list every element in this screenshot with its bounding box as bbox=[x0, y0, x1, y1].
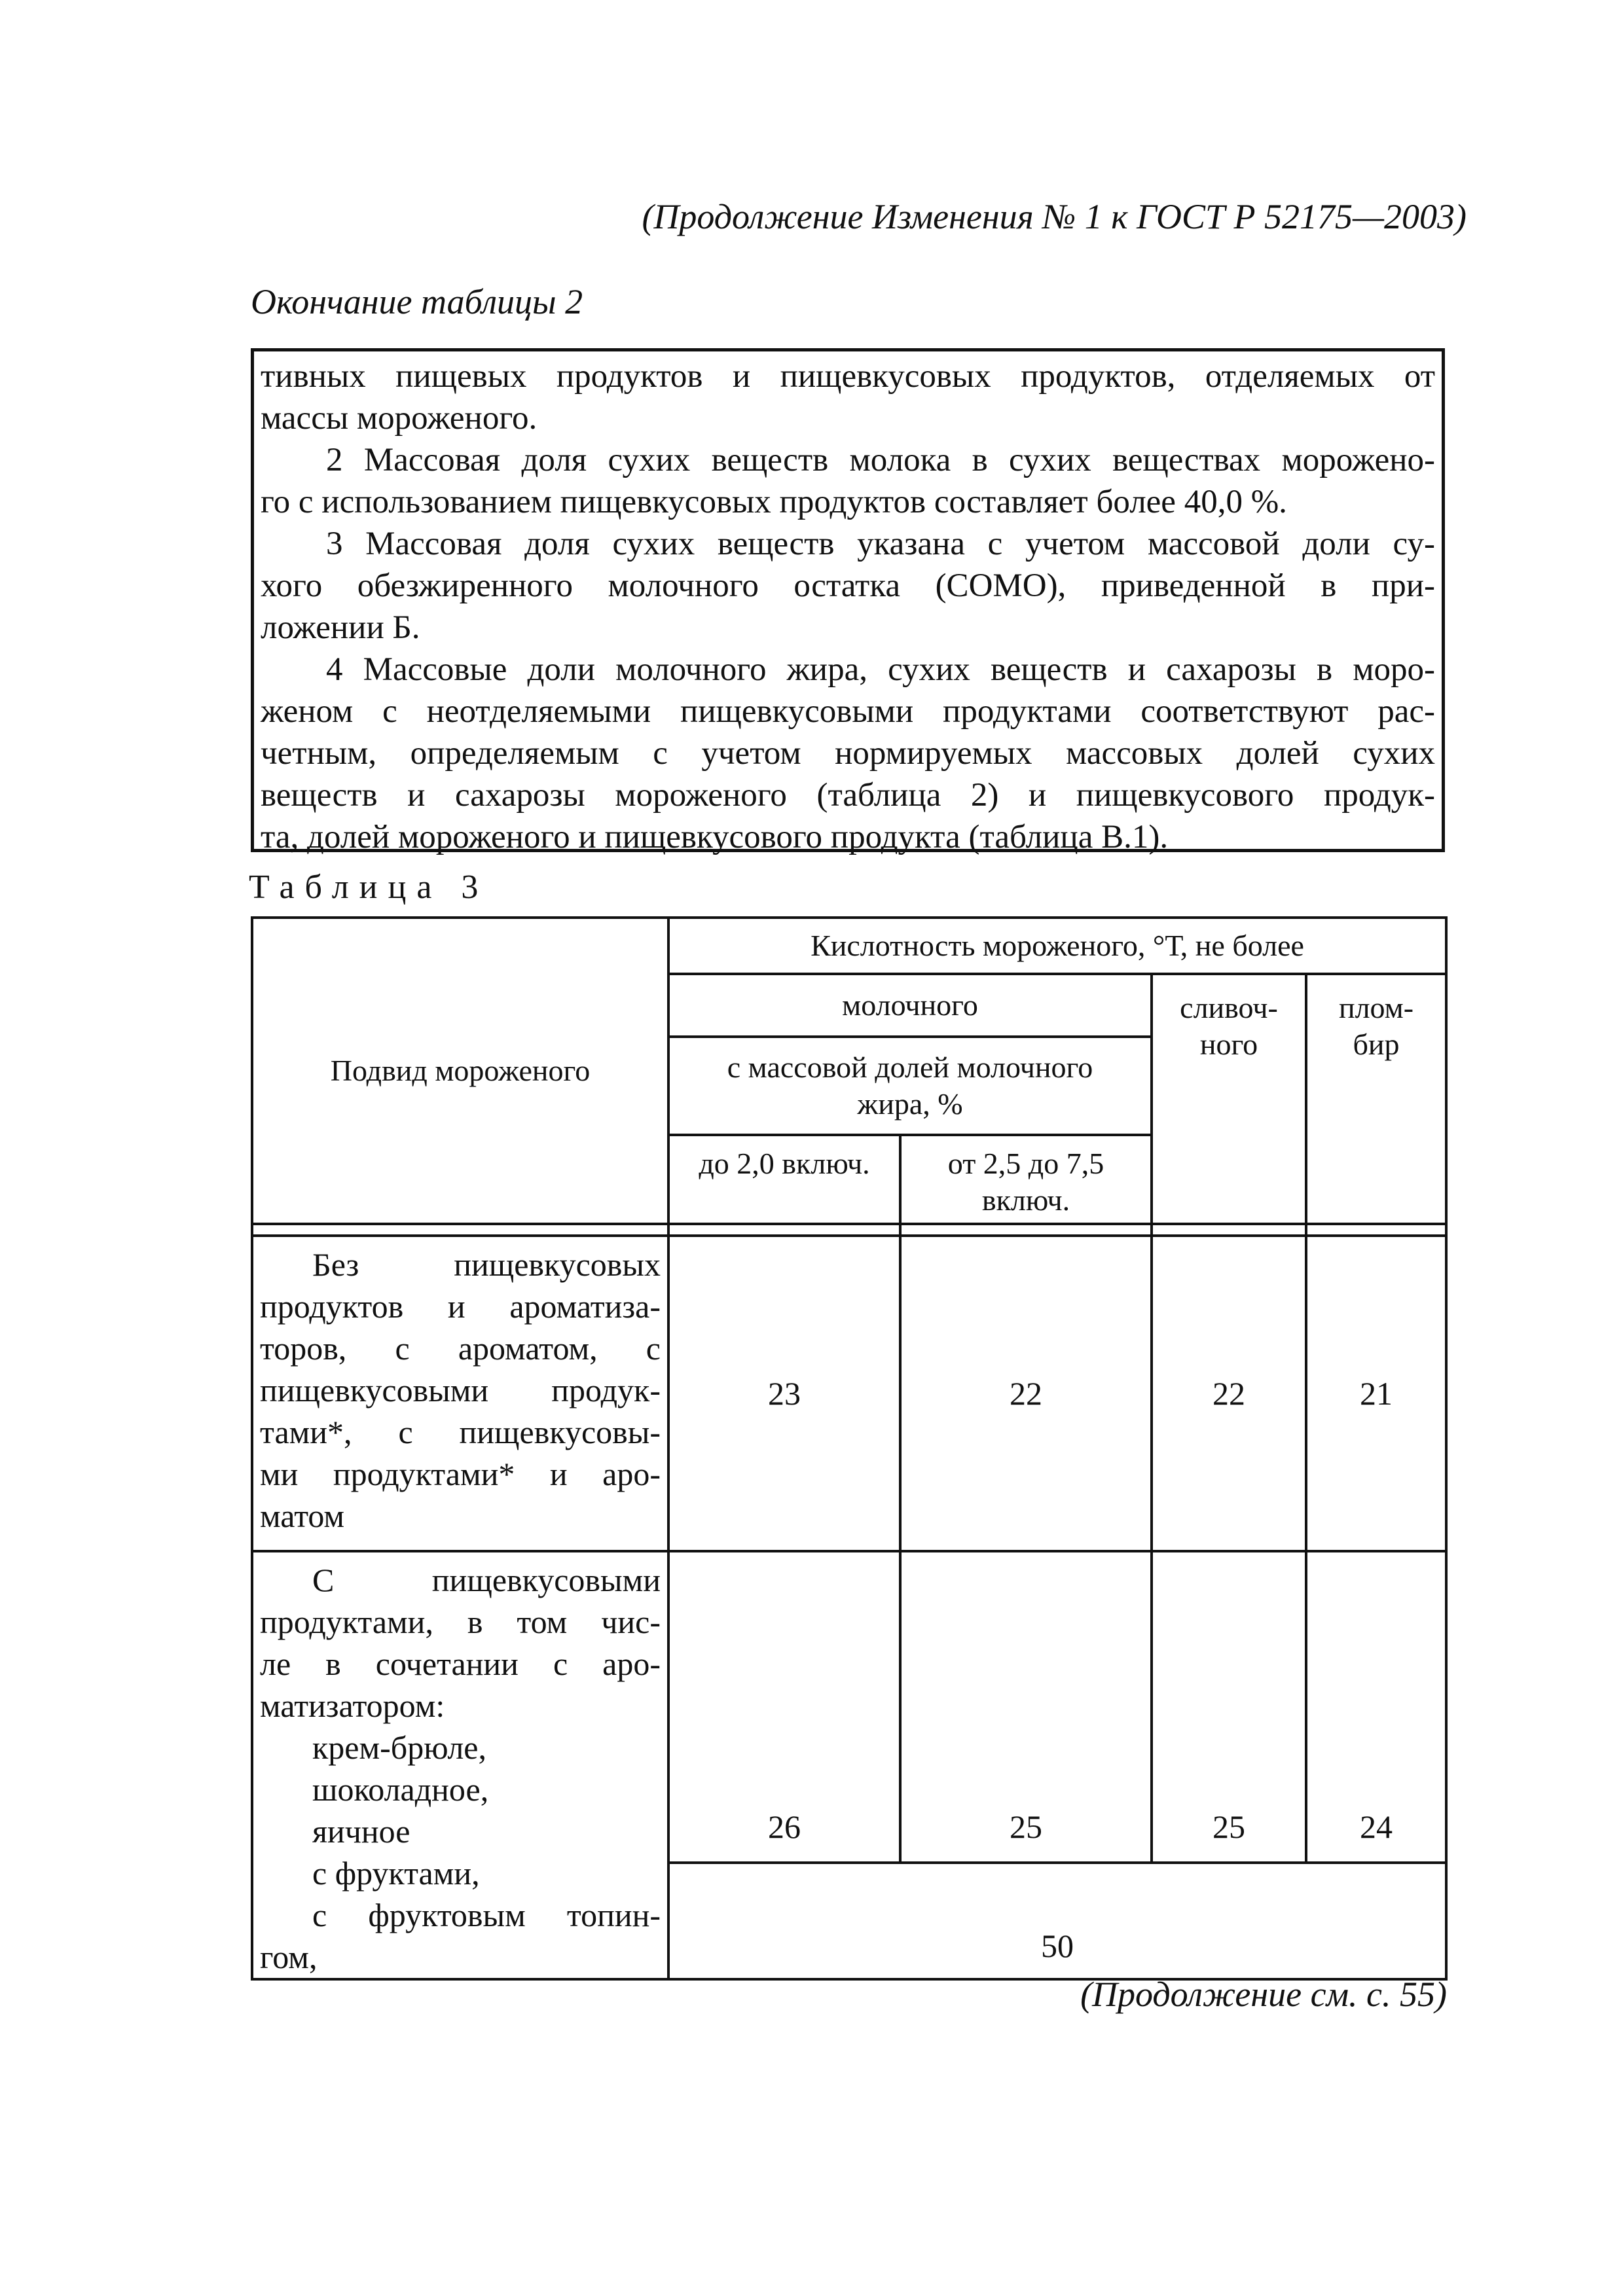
note-line: веществ и сахарозы мороженого (таблица 2) и пищевкусового продук- bbox=[261, 777, 1435, 814]
note-line: 4 Массовые доли молочного жира, сухих веществ и сахарозы в моро- bbox=[326, 651, 1435, 688]
row-subtype-line: тами*, с пищевкусовы- bbox=[260, 1414, 661, 1450]
table-row bbox=[252, 1551, 1446, 1863]
row-subtype-line: С пищевкусовыми bbox=[312, 1562, 661, 1598]
note-line: женом с неотделяемыми пищевкусовыми продуктами соответствуют рас- bbox=[261, 693, 1435, 730]
merged-value-cell: 50 bbox=[668, 1863, 1446, 1979]
header-milk-fat bbox=[668, 1037, 1152, 1135]
row-subtype-line: продуктами, в том чис- bbox=[260, 1604, 661, 1640]
header-milk: молочного bbox=[668, 974, 1152, 1037]
table3 bbox=[251, 916, 1448, 1981]
header-separator bbox=[252, 1224, 1446, 1236]
row-subtype-line: с фруктовым топин- bbox=[312, 1897, 661, 1933]
value-cell: 25 bbox=[900, 1551, 1152, 1863]
row-subtype-line: матом bbox=[260, 1498, 345, 1534]
row-subtype-line: гом, bbox=[260, 1939, 318, 1975]
row-subtype-line: матизатором: bbox=[260, 1687, 445, 1724]
table-row bbox=[252, 1236, 1446, 1551]
value-cell: 22 bbox=[1152, 1236, 1306, 1551]
header-plombir-text: плом-бир bbox=[1338, 991, 1414, 1061]
note-line: 3 Массовая доля сухих веществ указана с учетом массовой доли су- bbox=[326, 526, 1435, 562]
row-subtype-line: ле в сочетании с аро- bbox=[260, 1645, 661, 1682]
note-line: массы мороженого. bbox=[261, 400, 538, 437]
header-milk-fat-text: с массовой долей молочного жира, % bbox=[727, 1050, 1093, 1121]
row-subtype-line: крем-брюле, bbox=[312, 1729, 486, 1766]
row-subtype-line: ми продуктами* и аро- bbox=[260, 1456, 661, 1492]
value-cell: 24 bbox=[1306, 1551, 1446, 1863]
note-line: четным, определяемым с учетом нормируемых массовых долей сухих bbox=[261, 735, 1435, 772]
row-subtype-line: яичное bbox=[312, 1813, 410, 1850]
note-line: та, долей мороженого и пищевкусового продукта (таблица В.1). bbox=[261, 819, 1169, 855]
note-line: хого обезжиренного молочного остатка (СОМО), приведенной в при- bbox=[261, 567, 1435, 604]
page-footer: (Продолжение см. с. 55) bbox=[1080, 1975, 1447, 2014]
value-cell: 26 bbox=[668, 1551, 900, 1863]
row-subtype-line: с фруктами, bbox=[312, 1855, 480, 1892]
row-subtype bbox=[252, 1551, 668, 1979]
value-cell: 23 bbox=[668, 1236, 900, 1551]
row-subtype-line: продуктов и ароматиза- bbox=[260, 1288, 661, 1325]
table2-caption: Окончание таблицы 2 bbox=[251, 282, 583, 321]
header-from-to-text: от 2,5 до 7,5 включ. bbox=[947, 1147, 1104, 1217]
header-cream-text: сливоч-ного bbox=[1180, 991, 1278, 1061]
note-line: тивных пищевых продуктов и пищевкусовых продуктов, отделяемых от bbox=[261, 358, 1435, 395]
header-acidity: Кислотность мороженого, °Т, не более bbox=[668, 918, 1446, 974]
note-line: ложении Б. bbox=[261, 609, 420, 646]
note-line: 2 Массовая доля сухих веществ молока в сухих веществах морожено- bbox=[326, 442, 1435, 478]
header-up-to: до 2,0 включ. bbox=[668, 1135, 900, 1224]
row-subtype bbox=[252, 1236, 668, 1551]
header-plombir bbox=[1306, 974, 1446, 1224]
table2-notes-box bbox=[251, 348, 1445, 855]
value-cell: 25 bbox=[1152, 1551, 1306, 1863]
table3-caption: Таблица 3 bbox=[249, 869, 489, 906]
row-subtype-line: пищевкусовыми продук- bbox=[260, 1372, 661, 1408]
page-header: (Продолжение Изменения № 1 к ГОСТ Р 52175—2003) bbox=[642, 197, 1467, 236]
header-from-to bbox=[900, 1135, 1152, 1224]
header-subtype: Подвид мороженого bbox=[252, 918, 668, 1224]
row-subtype-line: шоколадное, bbox=[312, 1771, 489, 1808]
header-cream bbox=[1152, 974, 1306, 1224]
row-subtype-line: торов, с ароматом, с bbox=[260, 1330, 661, 1367]
row-subtype-line: Без пищевкусовых bbox=[312, 1246, 661, 1283]
value-cell: 22 bbox=[900, 1236, 1152, 1551]
value-cell: 21 bbox=[1306, 1236, 1446, 1551]
note-line: го с использованием пищевкусовых продуктов составляет более 40,0 %. bbox=[261, 484, 1287, 520]
